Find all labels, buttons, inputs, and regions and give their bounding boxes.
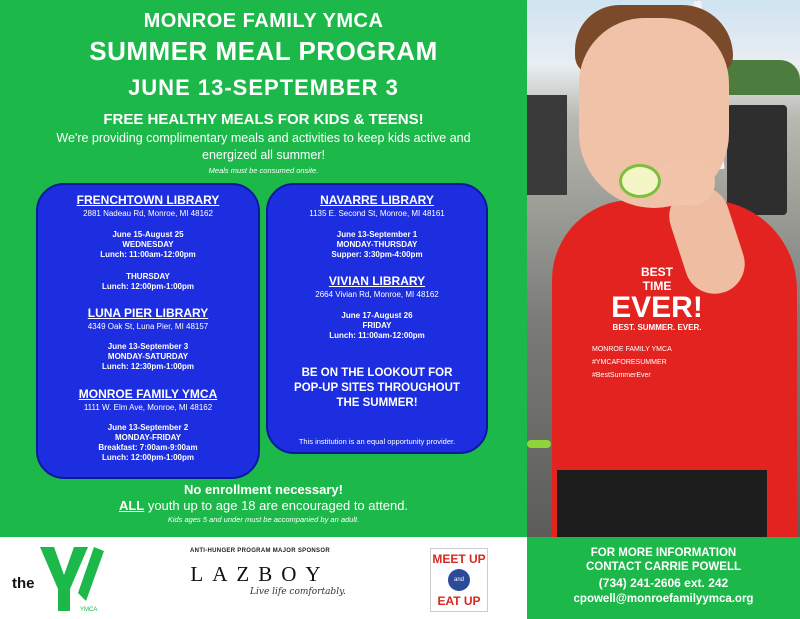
site-address: 1111 W. Elm Ave, Monroe, MI 48162 (83, 403, 213, 412)
lazboy-tagline: Live life comfortably. (250, 587, 346, 597)
site-time: Lunch: 11:00am-12:00pm (100, 250, 196, 259)
shirt-text-ymca: MONROE FAMILY YMCA (592, 346, 672, 353)
shirt-text-time: TIME (642, 279, 672, 293)
shirt-text-ever: EVER! (611, 291, 703, 324)
site-time: Lunch: 12:00pm-1:00pm (101, 282, 195, 291)
photo-trash-bin (727, 105, 787, 215)
cucumber-slice (619, 164, 661, 198)
site-dates: June 13-September 2 (107, 423, 189, 432)
sites-right-box (266, 183, 488, 454)
site-dates: June 13-September 1 (336, 230, 418, 239)
all-emphasis: ALL (118, 498, 145, 513)
photo-hand (655, 160, 715, 205)
contact-person: CONTACT CARRIE POWELL (585, 561, 742, 573)
sites-left-box (36, 183, 260, 479)
shirt-text-slogan: BEST. SUMMER. EVER. (612, 323, 702, 332)
contact-panel (527, 537, 800, 619)
child-photo (527, 0, 800, 537)
site-address: 2881 Nadeau Rd, Monroe, MI 48162 (83, 209, 213, 218)
age-note: Kids ages 5 and under must be accompanied by an adult. (167, 515, 360, 524)
site-time: Breakfast: 7:00am-9:00am (98, 443, 198, 452)
program-dates: JUNE 13-SEPTEMBER 3 (128, 75, 399, 100)
meetup-plate-icon: and (448, 569, 470, 591)
site-time: Supper: 3:30pm-4:00pm (331, 250, 423, 259)
onsite-note: Meals must be consumed onsite. (208, 166, 319, 175)
photo-pants (557, 470, 767, 537)
org-name: MONROE FAMILY YMCA (143, 10, 384, 32)
contact-heading: FOR MORE INFORMATION (590, 547, 737, 559)
site-name: NAVARRE LIBRARY (320, 193, 434, 207)
site-days: MONDAY-SATURDAY (107, 352, 189, 361)
site-name: MONROE FAMILY YMCA (78, 387, 218, 401)
photo-wristband (527, 440, 551, 448)
site-dates: June 13-September 3 (107, 342, 189, 351)
site-address: 4349 Oak St, Luna Pier, MI 48157 (87, 322, 209, 331)
shirt-text-best: BEST (640, 265, 673, 279)
sponsor-label: ANTI-HUNGER PROGRAM MAJOR SPONSOR (190, 548, 330, 554)
contact-email: cpowell@monroefamilyymca.org (573, 593, 754, 605)
headline: FREE HEALTHY MEALS FOR KIDS & TEENS! (103, 111, 424, 128)
ymca-logo (12, 545, 107, 613)
site-days: WEDNESDAY (122, 240, 174, 249)
shirt-print (582, 265, 732, 379)
photo-sign (527, 95, 567, 195)
ymca-logo-the: the (12, 575, 35, 592)
site-time: Lunch: 12:00pm-1:00pm (101, 453, 195, 462)
site-address: 1135 E. Second St, Monroe, MI 48161 (309, 209, 445, 218)
site-days: MONDAY-THURSDAY (336, 240, 418, 249)
equal-opportunity-note: This institution is an equal opportunity provider. (298, 437, 456, 446)
description: We're providing complimentary meals and activities to keep kids active and energized all summer! (56, 131, 471, 162)
site-name: LUNA PIER LIBRARY (87, 306, 209, 320)
site-dates: June 17-August 26 (341, 311, 413, 320)
meet-up-eat-up-logo (430, 548, 488, 612)
popup-callout: BE ON THE LOOKOUT FOR POP-UP SITES THROUGHOUT THE SUMMER! (294, 367, 460, 409)
site-address: 2664 Vivian Rd, Monroe, MI 48162 (315, 290, 439, 299)
site-time: Lunch: 12:30pm-1:00pm (101, 362, 195, 371)
program-title: SUMMER MEAL PROGRAM (89, 36, 438, 66)
eligibility-note (0, 498, 527, 513)
ymca-mark-text: YMCA (80, 607, 98, 613)
lazboy-logo: LAZBOY (190, 562, 330, 586)
site-time: Lunch: 11:00am-12:00pm (329, 331, 425, 340)
site-name: VIVIAN LIBRARY (328, 274, 426, 288)
site-days: MONDAY-FRIDAY (114, 433, 182, 442)
site-name: FRENCHTOWN LIBRARY (76, 193, 220, 207)
shirt-text-hashtag: #BestSummerEver (592, 372, 651, 379)
eligibility-text: youth up to age 18 are encouraged to attend. (144, 498, 409, 513)
site-days: THURSDAY (126, 272, 170, 281)
site-days: FRIDAY (362, 321, 392, 330)
contact-phone: (734) 241-2606 ext. 242 (598, 576, 729, 590)
meetup-bottom: EAT UP (437, 594, 481, 608)
meetup-top: MEET UP (432, 552, 486, 566)
enrollment-note: No enrollment necessary! (184, 482, 343, 497)
site-dates: June 15-August 25 (112, 230, 184, 239)
shirt-text-hashtag: #YMCAFORESUMMER (592, 359, 667, 366)
